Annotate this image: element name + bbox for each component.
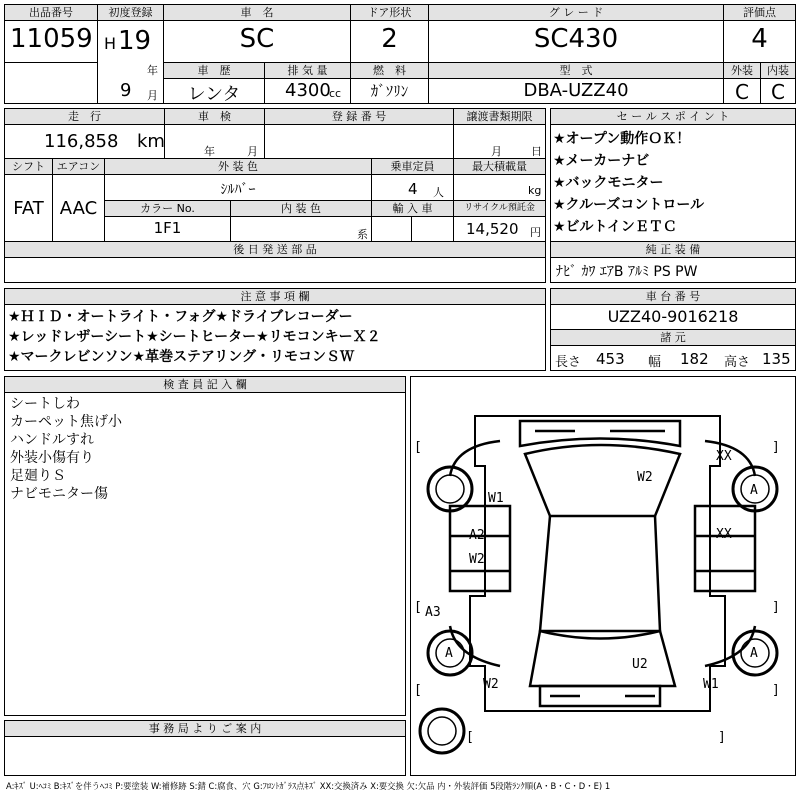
import-label: 輸 入 車: [372, 201, 453, 216]
sales-point-item: ★クルーズコントロール: [553, 197, 705, 213]
width-label: 幅: [648, 355, 662, 370]
load-label: 最大積載量: [454, 159, 545, 174]
interior-color-label: 内 装 色: [231, 201, 371, 216]
shift-label: シフト: [5, 159, 52, 174]
damage-mark: W2: [469, 552, 485, 567]
displacement-value: 4300: [285, 80, 331, 101]
capacity-unit: 人: [433, 186, 444, 199]
damage-mark: W2: [483, 677, 499, 692]
door-count: 2: [381, 24, 398, 54]
damage-mark: A2: [469, 528, 485, 543]
damage-mark: W1: [488, 491, 504, 506]
sales-point-item: ★バックモニター: [553, 175, 664, 191]
note-line: ★マークレビンソン★革巻ステアリング・リモコンＳＷ: [8, 349, 354, 365]
insp-month-unit: 月: [247, 145, 258, 158]
inspector-line: ハンドルすれ: [10, 432, 94, 448]
note-line: ★レッドレザーシート★シートヒーター★リモコンキーＸ２: [8, 329, 381, 345]
score-label: 評価点: [724, 5, 795, 20]
cc-unit: cc: [329, 87, 342, 100]
equipment-value: ﾅﾋﾞ ｶﾜ ｴｱB ｱﾙﾐ PS PW: [556, 264, 698, 280]
model-label: 型 式: [429, 63, 723, 78]
recycle-value: 14,520: [466, 220, 519, 238]
car-name: SC: [239, 24, 275, 54]
bracket-mark: [: [414, 600, 422, 615]
inspector-line: 足廻りＳ: [10, 468, 66, 484]
damage-mark: A: [750, 483, 758, 498]
chassis-value: UZZ40-9016218: [607, 307, 739, 326]
chassis-label: 車 台 番 号: [551, 289, 795, 304]
bracket-mark: ]: [772, 683, 780, 698]
ext-label: 外装: [724, 63, 760, 78]
transfer-month-unit: 月: [491, 145, 502, 158]
bracket-mark: ]: [772, 440, 780, 455]
ext-grade: C: [735, 80, 749, 104]
equipment-label: 純 正 装 備: [551, 242, 795, 257]
history-label: 車 歴: [164, 63, 264, 78]
capacity-value: 4: [408, 180, 418, 198]
colorno-value: 1F1: [153, 219, 182, 237]
model-value: DBA-UZZ40: [523, 80, 629, 101]
damage-mark: A3: [425, 605, 441, 620]
int-label: 内装: [761, 63, 795, 78]
inspector-line: カーペット焦げ小: [10, 414, 122, 430]
lot-label: 出品番号: [5, 5, 97, 20]
name-label: 車 名: [164, 5, 350, 20]
length-value: 453: [596, 350, 625, 368]
damage-mark: XX: [716, 449, 732, 464]
recycle-label: リサイクル預託金: [454, 201, 545, 216]
width-value: 182: [680, 350, 709, 368]
first-reg-month: 9: [120, 80, 132, 101]
grade-label: グ レ ー ド: [429, 5, 723, 20]
fuel-label: 燃 料: [351, 63, 428, 78]
notes-label: 注 意 事 項 欄: [5, 289, 545, 304]
note-line: ★ＨＩＤ・オートライト・フォグ★ドライブレコーダー: [8, 309, 353, 325]
exterior-color-value: ｼﾙﾊﾞｰ: [220, 182, 256, 198]
grade-value: SC430: [533, 24, 619, 54]
sales-point-item: ★オープン動作ＯＫ！: [553, 131, 691, 147]
score-value: 4: [751, 24, 768, 54]
lot-number: 11059: [10, 24, 93, 54]
month-unit: 月: [147, 89, 158, 102]
bracket-mark: ]: [718, 730, 726, 745]
length-label: 長さ: [555, 355, 582, 370]
transfer-label: 譲渡書類期限: [454, 109, 545, 124]
inspector-line: ナビモニター傷: [10, 486, 108, 502]
inspector-line: シートしわ: [10, 396, 80, 412]
bracket-mark: ]: [772, 600, 780, 615]
first-reg-label: 初度登録: [98, 5, 163, 20]
height-label: 高さ: [724, 355, 751, 370]
load-unit: kg: [528, 184, 542, 197]
regno-label: 登 録 番 号: [265, 109, 453, 124]
first-reg-year: 19: [118, 26, 152, 56]
bracket-mark: [: [414, 440, 422, 455]
shift-value: FAT: [13, 198, 44, 219]
recycle-unit: 円: [530, 226, 541, 239]
transfer-day-unit: 日: [531, 145, 542, 158]
era: H: [104, 34, 117, 53]
damage-mark: A: [445, 646, 453, 661]
colorno-label: カラー No.: [105, 201, 230, 216]
ac-label: エアコン: [53, 159, 104, 174]
car-outline: [410, 376, 796, 776]
bracket-mark: [: [414, 683, 422, 698]
office-label: 事 務 局 よ り ご 案 内: [5, 721, 405, 736]
capacity-label: 乗車定員: [372, 159, 453, 174]
history-value: レンタ: [187, 84, 241, 105]
damage-mark: U2: [632, 657, 648, 672]
mileage-label: 走 行: [5, 109, 164, 124]
doors-label: ドア形状: [351, 5, 428, 20]
displacement-label: 排 気 量: [265, 63, 350, 78]
sales-point-item: ★メーカーナビ: [553, 153, 650, 169]
later-parts-label: 後 日 発 送 部 品: [5, 242, 545, 257]
year-unit: 年: [147, 64, 158, 77]
sales-point-item: ★ビルトインＥＴＣ: [553, 219, 677, 235]
mileage-value: 116,858: [44, 131, 119, 152]
fuel-value: ｶﾞｿﾘﾝ: [370, 82, 409, 100]
damage-mark: XX: [716, 527, 732, 542]
damage-mark: A: [750, 646, 758, 661]
int-grade: C: [771, 80, 785, 104]
insp-year-unit: 年: [204, 145, 215, 158]
sales-points-label: セ ー ル ス ポ イ ン ト: [551, 109, 795, 124]
interior-unit: 系: [357, 228, 368, 241]
mileage-unit: km: [137, 131, 165, 152]
inspector-label: 検 査 員 記 入 欄: [5, 377, 405, 392]
inspector-line: 外装小傷有り: [10, 450, 94, 466]
ac-value: AAC: [59, 198, 98, 219]
damage-mark: W2: [637, 470, 653, 485]
dims-label: 諸 元: [551, 330, 795, 345]
bracket-mark: [: [466, 730, 474, 745]
inspection-label: 車 検: [165, 109, 264, 124]
height-value: 135: [762, 350, 791, 368]
legend-footer: A:ｷｽﾞ U:ﾍｺﾐ B:ｷｽﾞを伴うﾍｺﾐ P:要塗装 W:補修跡 S:錆 C:腐食、穴 G:ﾌﾛﾝﾄｶﾞﾗｽ点ｷｽﾞ XX:交換済み X:要交換 欠:欠品 内・外装評価 5段階ﾗﾝｸ順(A・B・C・D・E) 1: [6, 781, 611, 791]
damage-mark: W1: [703, 677, 719, 692]
exterior-color-label: 外 装 色: [105, 159, 371, 174]
